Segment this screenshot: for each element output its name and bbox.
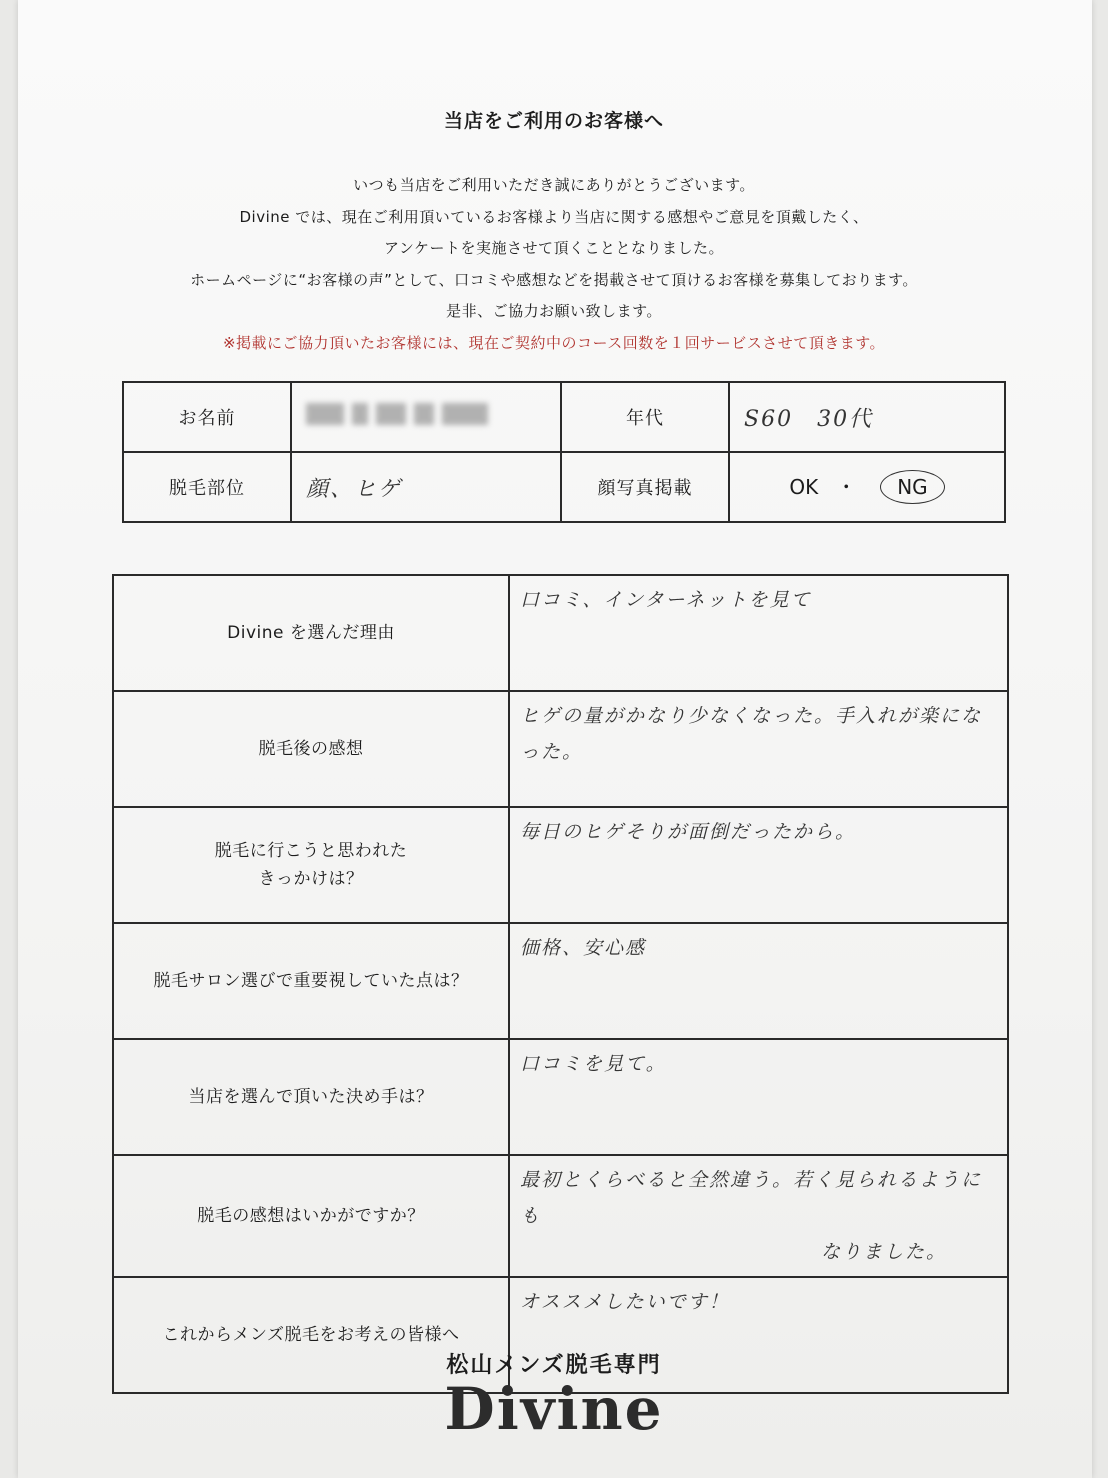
survey-answer-line: ヒゲの量がかなり少なくなった。手入れが楽になった。 [520,705,983,763]
survey-row [113,1155,1008,1277]
service-notice: ※掲載にご協力頂いたお客様には、現在ご契約中のコース回数を１回サービスさせて頂きます。 [222,333,886,352]
survey-question-line: 脱毛後の感想 [258,739,364,759]
survey-question-line: 脱毛サロン選びで重要視していた点は？ [153,971,469,991]
survey-question-line: 脱毛に行こうと思われた [214,841,408,861]
survey-question-line: きっかけは？ [258,869,364,889]
survey-question [113,575,509,691]
survey-answer-line: 口コミを見て。 [520,1053,667,1075]
survey-answer [509,807,1008,923]
name-value-redacted [291,382,561,452]
photo-consent [729,452,1005,522]
survey-question [113,1039,509,1155]
page-title: 当店をご利用のお客様へ [443,110,664,132]
intro-text [0,170,1108,359]
customer-info-table [122,381,1006,523]
intro-line: 是非、ご協力お願い致します。 [446,302,662,320]
footer-brand [0,1348,1108,1443]
age-label: 年代 [561,382,729,452]
survey-answer-line: 口コミ、インターネットを見て [520,589,812,611]
survey-row [113,575,1008,691]
survey-row [113,1039,1008,1155]
survey-answer [509,691,1008,807]
survey-answer-line: なりました。 [820,1241,947,1263]
intro-line: ホームページに“お客様の声”として、口コミや感想などを掲載させて頂けるお客様を募集しております。 [190,270,918,289]
survey-answer-line: オススメしたいです！ [520,1291,730,1313]
photo-label: 顔写真掲載 [561,452,729,522]
area-value: 顔、ヒゲ [291,452,561,522]
survey-answer [509,1039,1008,1155]
survey-question-line: 当店を選んで頂いた決め手は？ [188,1087,434,1107]
survey-table [112,574,1009,1394]
survey-question [113,1155,509,1277]
survey-answer-line: 価格、安心感 [520,937,647,959]
photo-ok-option: OK [789,475,819,499]
survey-answer [509,1155,1008,1277]
name-label: お名前 [123,382,291,452]
survey-answer-line: 毎日のヒゲそりが面倒だったから。 [520,821,857,843]
footer-subtitle: 松山メンズ脱毛専門 [446,1353,662,1378]
survey-row [113,691,1008,807]
survey-question [113,923,509,1039]
survey-row [113,923,1008,1039]
divine-logo: Divine [444,1375,664,1443]
intro-line: いつも当店をご利用いただき誠にありがとうございます。 [353,176,755,194]
photo-ng-option-circled: NG [880,470,944,504]
redaction-blur [306,403,488,425]
survey-answer [509,923,1008,1039]
intro-line: Divine では、現在ご利用頂いているお客様より当店に関する感想やご意見を頂戴したく、 [239,207,869,226]
survey-question [113,691,509,807]
survey-question [113,807,509,923]
survey-row [113,807,1008,923]
survey-question-line: Divine を選んだ理由 [227,623,395,643]
photo-separator: ・ [836,475,857,499]
survey-question-line: これからメンズ脱毛をお考えの皆様へ [162,1325,460,1345]
survey-question-line: 脱毛の感想はいかがですか？ [197,1206,425,1226]
intro-line: アンケートを実施させて頂くこととなりました。 [383,239,725,257]
survey-answer [509,575,1008,691]
age-value: S60 30代 [729,382,1005,452]
survey-answer-line: 最初とくらべると全然違う。若く見られるようにも [520,1169,983,1227]
area-label: 脱毛部位 [123,452,291,522]
